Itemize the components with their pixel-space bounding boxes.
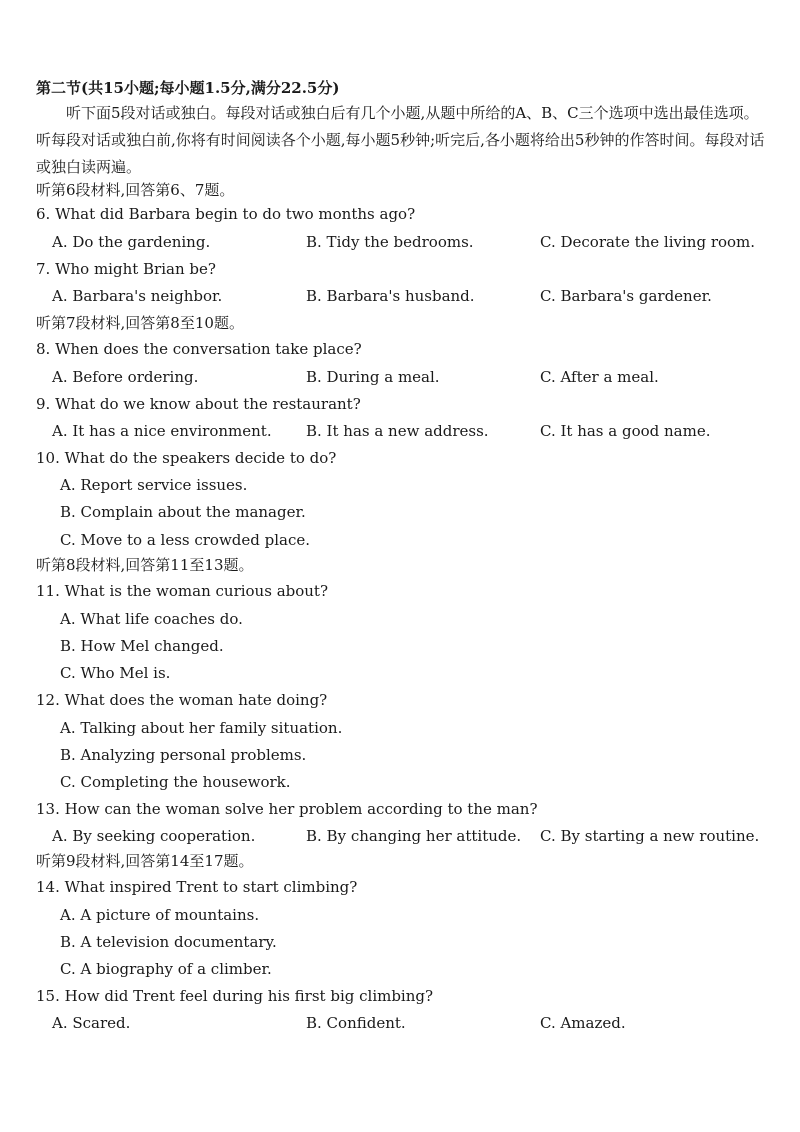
option-11-a: A. What life coaches do. <box>60 610 243 628</box>
option-6-b: B. Tidy the bedrooms. <box>306 233 474 251</box>
option-7-b: B. Barbara's husband. <box>306 287 475 305</box>
option-8-a: A. Before ordering. <box>52 368 199 386</box>
option-12-a: A. Talking about her family situation. <box>60 719 343 737</box>
question-13: 13. How can the woman solve her problem according to the man? <box>36 800 538 818</box>
option-14-c: C. A biography of a climber. <box>60 960 272 978</box>
option-14-b: B. A television documentary. <box>60 933 277 951</box>
listening-group-9: 听第9段材料,回答第14至17题。 <box>36 852 254 870</box>
option-10-a: A. Report service issues. <box>60 476 248 494</box>
option-7-a: A. Barbara's neighbor. <box>52 287 223 305</box>
listening-group-8: 听第8段材料,回答第11至13题。 <box>36 556 254 574</box>
option-9-a: A. It has a nice environment. <box>52 422 272 440</box>
option-11-c: C. Who Mel is. <box>60 664 171 682</box>
option-7-c: C. Barbara's gardener. <box>540 287 712 305</box>
option-6-a: A. Do the gardening. <box>52 233 211 251</box>
question-10: 10. What do the speakers decide to do? <box>36 449 337 467</box>
option-12-c: C. Completing the housework. <box>60 773 291 791</box>
option-6-c: C. Decorate the living room. <box>540 233 756 251</box>
option-14-a: A. A picture of mountains. <box>60 906 260 924</box>
option-13-b: B. By changing her attitude. <box>306 827 522 845</box>
question-11: 11. What is the woman curious about? <box>36 582 328 600</box>
question-15: 15. How did Trent feel during his first big climbing? <box>36 987 434 1005</box>
option-9-c: C. It has a good name. <box>540 422 711 440</box>
option-10-c: C. Move to a less crowded place. <box>60 531 311 549</box>
option-13-a: A. By seeking cooperation. <box>52 827 256 845</box>
question-6: 6. What did Barbara begin to do two months ago? <box>36 205 416 223</box>
section-instructions <box>36 100 770 181</box>
section-title: 第二节(共15小题;每小题1.5分,满分22.5分) <box>36 79 340 97</box>
listening-group-7: 听第7段材料,回答第8至10题。 <box>36 314 244 332</box>
instructions-text: 听下面5段对话或独白。每段对话或独白后有几个小题,从题中所给的A、B、C三个选项中选出最佳选项。听每段对话或独白前,你将有时间阅读各个小题,每小题5秒钟;听完后,各小题将给出5秒钟的作答时间。每段对话或独白读两遍。 <box>36 104 765 176</box>
option-8-c: C. After a meal. <box>540 368 659 386</box>
question-8: 8. When does the conversation take place? <box>36 340 362 358</box>
option-11-b: B. How Mel changed. <box>60 637 224 655</box>
option-15-b: B. Confident. <box>306 1014 406 1032</box>
question-9: 9. What do we know about the restaurant? <box>36 395 361 413</box>
option-15-a: A. Scared. <box>52 1014 131 1032</box>
option-15-c: C. Amazed. <box>540 1014 626 1032</box>
option-13-c: C. By starting a new routine. <box>540 827 760 845</box>
question-7: 7. Who might Brian be? <box>36 260 216 278</box>
listening-group-6: 听第6段材料,回答第6、7题。 <box>36 181 235 199</box>
question-14: 14. What inspired Trent to start climbing? <box>36 878 358 896</box>
option-10-b: B. Complain about the manager. <box>60 503 306 521</box>
option-8-b: B. During a meal. <box>306 368 440 386</box>
option-12-b: B. Analyzing personal problems. <box>60 746 307 764</box>
option-9-b: B. It has a new address. <box>306 422 489 440</box>
question-12: 12. What does the woman hate doing? <box>36 691 328 709</box>
